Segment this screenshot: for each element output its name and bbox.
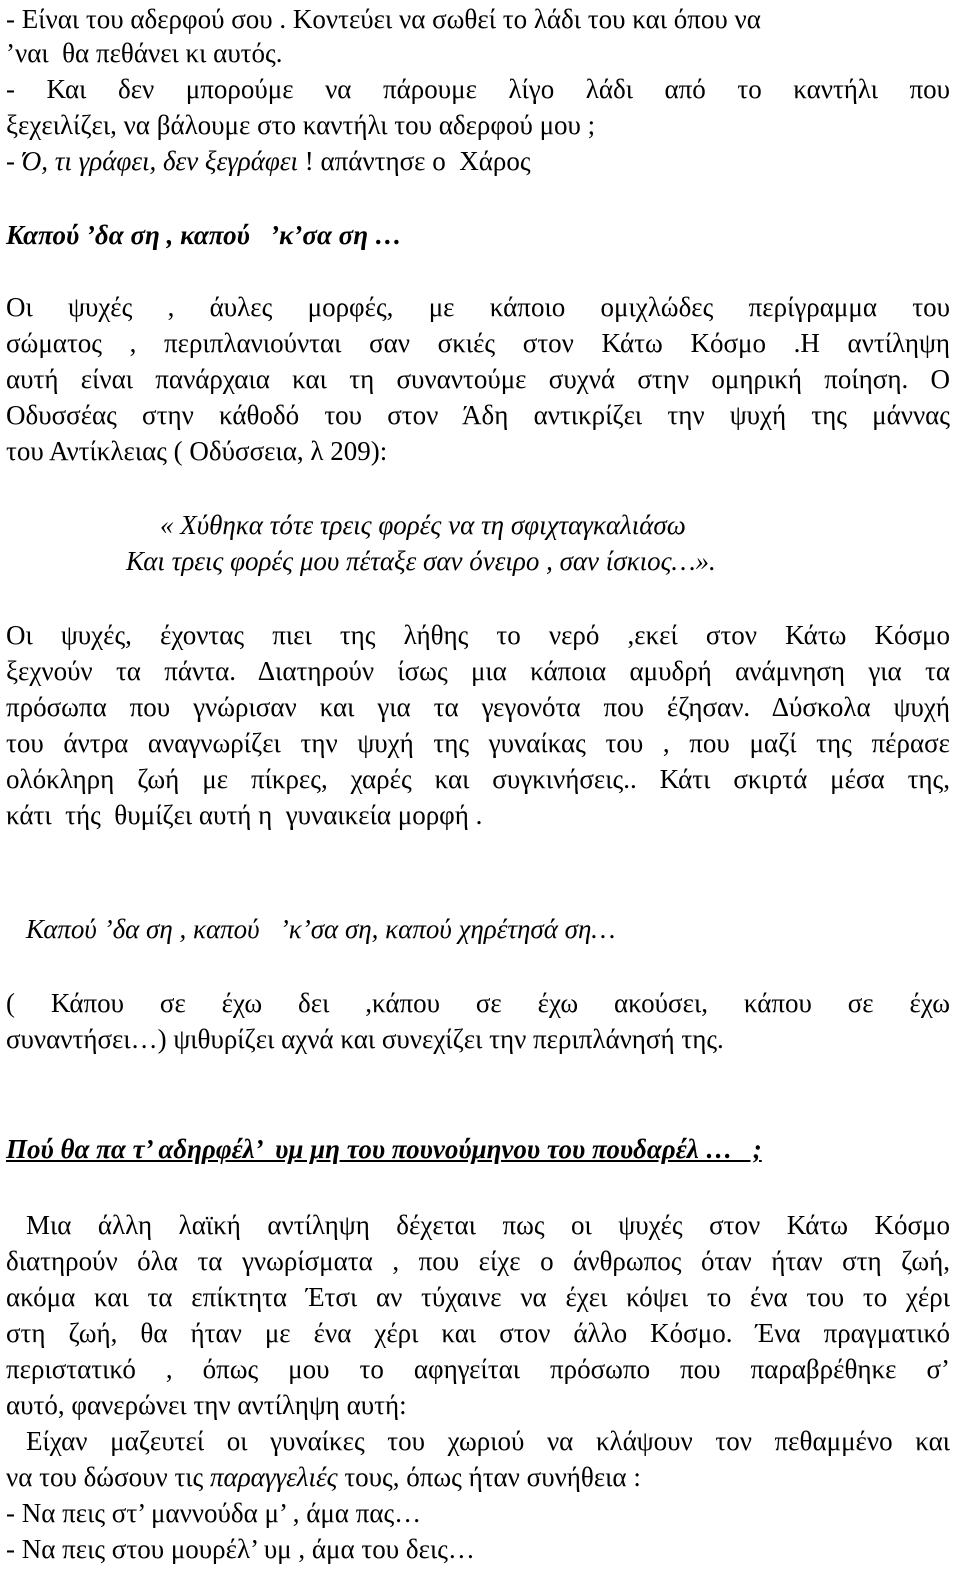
text-line: κάτι τής θυμίζει αυτή η γυναικεία μορφή . bbox=[6, 800, 483, 830]
italic-word: παραγγελιές bbox=[210, 1462, 338, 1492]
text-line: περιστατικό , όπως μου το αφηγείται πρόσωπο που παραβρέθηκε σ’ bbox=[6, 1354, 950, 1384]
text-line: ( Κάπου σε έχω δει ,κάπου σε έχω ακούσει, κάπου σε έχω bbox=[6, 988, 950, 1018]
text-line: αυτή είναι πανάρχαια και τη συναντούμε συχνά στην ομηρική ποίηση. Ο bbox=[6, 364, 950, 394]
text-line: αυτό, φανερώνει την αντίληψη αυτή: bbox=[6, 1390, 407, 1420]
text-line: - Να πεις στου μουρέλ’ υμ , άμα του δεις… bbox=[6, 1534, 475, 1564]
section-heading: Πού θα πα τ’ αδηρφέλ’ υμ μη του πουνούμηνου του πουδαρέλ … ; bbox=[6, 1134, 762, 1164]
text-line: ξεχνούν τα πάντα. Διατηρούν ίσως μια κάποια αμυδρή ανάμνηση για τα bbox=[6, 656, 950, 686]
text-line: - Και δεν μπορούμε να πάρουμε λίγο λάδι από το καντήλι που bbox=[6, 74, 950, 104]
text-line: ’ναι θα πεθάνει κι αυτός. bbox=[6, 38, 283, 68]
text-line: - Είναι του αδερφού σου . Κοντεύει να σωθεί το λάδι του και όπου να bbox=[6, 4, 761, 34]
text-line bbox=[6, 144, 950, 178]
text-line: σώματος , περιπλανιούνται σαν σκιές στον Κάτω Κόσμο .Η αντίληψη bbox=[6, 328, 950, 358]
text-segment: τους, όπως ήταν συνήθεια : bbox=[337, 1462, 641, 1492]
section-heading: Καπού ’δα ση , καπού ’κ’σα ση, καπού χηρέτησά ση… bbox=[26, 914, 616, 944]
text-line: του Αντίκλειας ( Οδύσσεια, λ 209): bbox=[6, 436, 388, 466]
quote-line: Και τρεις φορές μου πέταξε σαν όνειρο , σαν ίσκιος…». bbox=[126, 546, 716, 576]
text-line: - Να πεις στ’ μαννούδα μ’ , άμα πας… bbox=[6, 1498, 422, 1528]
text-line bbox=[6, 1460, 950, 1494]
dialogue-italic: - Ό, τι γράφει, δεν ξεγράφει bbox=[6, 146, 298, 176]
text-line: Οδυσσέας στην κάθοδό του στον Άδη αντικρίζει την ψυχή της μάννας bbox=[6, 400, 950, 430]
text-line: στη ζωή, θα ήταν με ένα χέρι και στον άλλο Κόσμο. Ένα πραγματικό bbox=[6, 1318, 950, 1348]
text-line: πρόσωπα που γνώρισαν και για τα γεγονότα που έζησαν. Δύσκολα ψυχή bbox=[6, 692, 950, 722]
text-line: Μια άλλη λαϊκή αντίληψη δέχεται πως οι ψυχές στον Κάτω Κόσμο bbox=[26, 1210, 950, 1240]
text-line: Οι ψυχές, έχοντας πιει της λήθης το νερό ,εκεί στον Κάτω Κόσμο bbox=[6, 620, 950, 650]
text-line: ακόμα και τα επίκτητα Έτσι αν τύχαινε να έχει κόψει το ένα του το χέρι bbox=[6, 1282, 950, 1312]
text-line: ξεχειλίζει, να βάλουμε στο καντήλι του αδερφού μου ; bbox=[6, 110, 596, 140]
text-line: διατηρούν όλα τα γνωρίσματα , που είχε ο άνθρωπος όταν ήταν στη ζωή, bbox=[6, 1246, 950, 1276]
text-line: ολόκληρη ζωή με πίκρες, χαρές και συγκινήσεις.. Κάτι σκιρτά μέσα της, bbox=[6, 764, 950, 794]
section-heading: Καπού ’δα ση , καπού ’κ’σα ση … bbox=[6, 220, 402, 250]
text-line: του άντρα αναγνωρίζει την ψυχή της γυναίκας του , που μαζί της πέρασε bbox=[6, 728, 950, 758]
text-line: Οι ψυχές , άυλες μορφές, με κάποιο ομιχλώδες περίγραμμα του bbox=[6, 292, 950, 322]
text-segment: να του δώσουν τις bbox=[6, 1462, 211, 1492]
text-line: Είχαν μαζευτεί οι γυναίκες του χωριού να κλάψουν τον πεθαμμένο και bbox=[26, 1426, 950, 1456]
text-line: συναντήσει…) ψιθυρίζει αχνά και συνεχίζει την περιπλάνησή της. bbox=[6, 1024, 724, 1054]
dialogue-normal: ! απάντησε ο Χάρος bbox=[297, 146, 531, 176]
quote-line: « Χύθηκα τότε τρεις φορές να τη σφιχταγκαλιάσω bbox=[160, 510, 686, 540]
